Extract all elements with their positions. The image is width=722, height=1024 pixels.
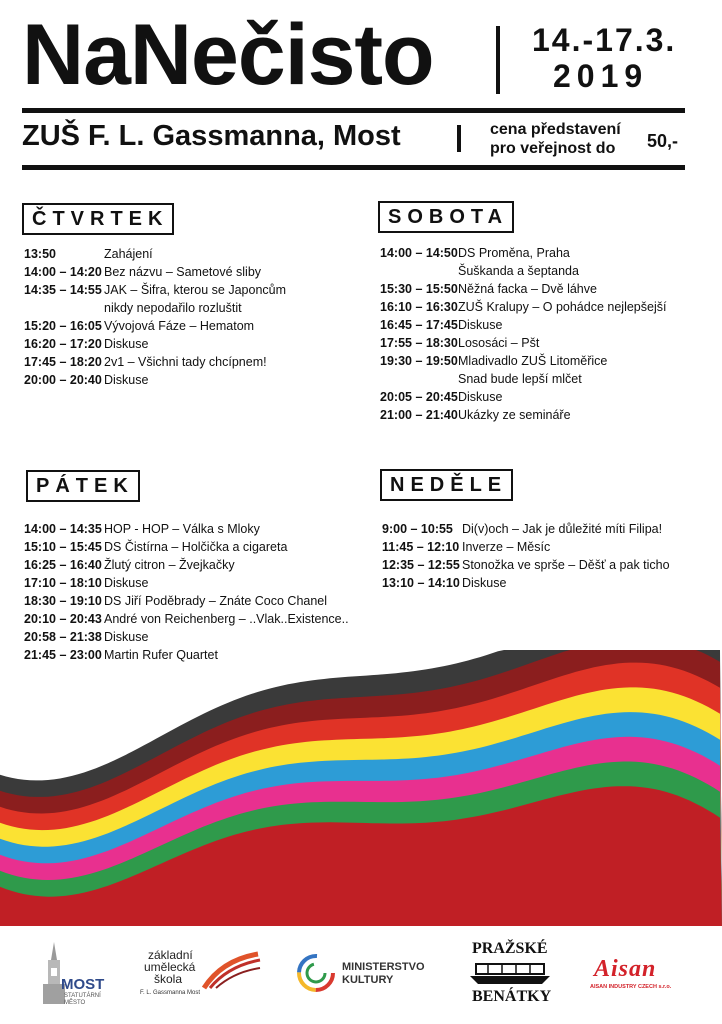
schedule-time: 19:30 – 19:50	[380, 354, 458, 368]
boat-icon	[470, 962, 550, 986]
schedule-title: André von Reichenberg – ..Vlak..Existence..	[104, 612, 349, 626]
schedule-time: 16:20 – 17:20	[24, 337, 102, 351]
zus-logo-line4: F. L. Gassmanna Most	[140, 990, 201, 996]
day-heading-saturday: SOBOTA	[378, 201, 514, 233]
schedule-time: 16:45 – 17:45	[380, 318, 458, 332]
violin-strokes-icon	[202, 950, 262, 990]
schedule-time: 15:10 – 15:45	[24, 540, 102, 554]
schedule-title: Stonožka ve sprše – Děšť a pak ticho	[462, 558, 670, 572]
schedule-item	[380, 262, 666, 280]
schedule-item	[24, 245, 286, 263]
schedule-title: Mladivadlo ZUŠ Litoměřice	[458, 354, 608, 368]
schedule-title: Lososáci – Pšt	[458, 336, 540, 350]
schedule-time: 21:00 – 21:40	[380, 408, 458, 422]
schedule-item	[380, 244, 666, 262]
schedule-title: Ukázky ze semináře	[458, 408, 571, 422]
schedule-time: 9:00 – 10:55	[382, 522, 453, 536]
schedule-title: Diskuse	[104, 576, 149, 590]
schedule-time: 15:30 – 15:50	[380, 282, 458, 296]
schedule-title: ZUŠ Kralupy – O pohádce nejlepšejší	[458, 300, 667, 314]
schedule-item	[24, 335, 286, 353]
price-label-line2: pro veřejnost do	[490, 140, 616, 157]
header-bottom-rule	[22, 165, 685, 170]
schedule-time	[380, 370, 458, 388]
schedule-title: Diskuse	[104, 337, 149, 351]
schedule-title: Diskuse	[458, 390, 503, 404]
schedule-time: 16:25 – 16:40	[24, 558, 102, 572]
schedule-time: 17:10 – 18:10	[24, 576, 102, 590]
venue-name: ZUŠ F. L. Gassmanna, Most	[22, 120, 401, 152]
schedule-item	[382, 520, 670, 538]
schedule-title: Diskuse	[462, 576, 507, 590]
schedule-item	[24, 317, 286, 335]
title-divider	[496, 26, 500, 94]
schedule-title: Bez názvu – Sametové sliby	[104, 265, 262, 279]
schedule-title: DS Proměna, Praha	[458, 246, 570, 260]
benatky-logo-line2: BENÁTKY	[472, 988, 552, 1005]
zus-logo-line3: škola	[154, 972, 183, 986]
schedule-item	[24, 353, 286, 371]
ministry-logo-line2: KULTURY	[342, 974, 394, 986]
ministry-c-icon	[296, 953, 336, 993]
schedule-time	[24, 299, 104, 317]
schedule-time: 16:10 – 16:30	[380, 300, 458, 314]
schedule-title: Martin Rufer Quartet	[104, 648, 218, 662]
schedule-item	[24, 371, 286, 389]
benatky-logo-line1: PRAŽSKÉ	[472, 940, 548, 957]
day-heading-friday: PÁTEK	[26, 470, 140, 502]
schedule-item	[380, 298, 666, 316]
schedule-title: DS Čistírna – Holčička a cigareta	[104, 540, 288, 554]
schedule-time	[380, 262, 458, 280]
schedule-item	[24, 281, 286, 299]
schedule-item	[24, 538, 349, 556]
schedule-time: 15:20 – 16:05	[24, 319, 102, 333]
schedule-title: Di(v)och – Jak je důležité míti Filipa!	[462, 522, 663, 536]
logo-zus	[140, 948, 270, 1008]
schedule-time: 13:10 – 14:10	[382, 576, 460, 590]
poster-title: NaNečisto	[22, 7, 434, 103]
schedule-thursday	[24, 245, 286, 389]
logo-prazske-benatky	[468, 940, 554, 1012]
schedule-time: 20:00 – 20:40	[24, 373, 102, 387]
schedule-item	[24, 574, 349, 592]
aisan-logo-sub: AISAN INDUSTRY CZECH s.r.o.	[590, 984, 672, 990]
schedule-friday	[24, 520, 349, 664]
venue-divider	[457, 125, 461, 152]
zus-logo-line2: umělecká	[144, 960, 196, 974]
schedule-time: 14:35 – 14:55	[24, 283, 102, 297]
ministry-logo-line1: MINISTERSTVO	[342, 961, 425, 973]
festival-dates: 14.-17.3.	[532, 22, 677, 58]
most-logo-name: MOST	[61, 976, 105, 993]
rainbow-wave-graphic	[0, 650, 722, 930]
schedule-title: Diskuse	[458, 318, 503, 332]
schedule-item	[382, 538, 670, 556]
zus-logo-line1: základní	[148, 948, 193, 962]
schedule-time: 14:00 – 14:50	[380, 246, 458, 260]
schedule-title: JAK – Šifra, kterou se Japoncům	[104, 283, 287, 297]
schedule-time: 20:58 – 21:38	[24, 630, 102, 644]
schedule-saturday	[380, 244, 666, 424]
schedule-item	[24, 556, 349, 574]
schedule-time: 20:10 – 20:43	[24, 612, 102, 626]
schedule-item	[380, 334, 666, 352]
wave-bands	[0, 650, 722, 930]
schedule-item	[380, 388, 666, 406]
schedule-title: Snad bude lepší mlčet	[458, 372, 582, 386]
most-logo-sub1: STATUTÁRNÍ	[64, 993, 101, 999]
schedule-time: 11:45 – 12:10	[382, 540, 460, 554]
top-rule	[22, 108, 685, 113]
price-value: 50,-	[647, 131, 679, 151]
schedule-item	[24, 263, 286, 281]
schedule-sunday	[382, 520, 670, 592]
logo-most	[34, 940, 104, 1010]
day-heading-sunday: NEDĚLE	[380, 469, 513, 501]
schedule-time: 13:50	[24, 247, 56, 261]
most-logo-sub2: MĚSTO	[64, 1000, 86, 1006]
festival-year: 2019	[553, 58, 649, 94]
schedule-item	[24, 299, 286, 317]
schedule-item	[380, 316, 666, 334]
price-label-line1: cena představení	[490, 121, 621, 138]
day-heading-thursday: ČTVRTEK	[22, 203, 174, 235]
schedule-item	[382, 574, 670, 592]
schedule-item	[380, 352, 666, 370]
logo-aisan	[590, 956, 710, 996]
schedule-item	[24, 610, 349, 628]
schedule-time: 17:55 – 18:30	[380, 336, 458, 350]
schedule-title: Zahájení	[104, 247, 153, 261]
schedule-item	[24, 520, 349, 538]
schedule-title: 2v1 – Všichni tady chcípnem!	[104, 355, 267, 369]
schedule-title: Inverze – Měsíc	[462, 540, 551, 554]
schedule-item	[382, 556, 670, 574]
schedule-item	[380, 280, 666, 298]
schedule-item	[24, 592, 349, 610]
schedule-time: 14:00 – 14:35	[24, 522, 102, 536]
schedule-time: 12:35 – 12:55	[382, 558, 460, 572]
schedule-title: Diskuse	[104, 373, 149, 387]
schedule-title: DS Jiří Poděbrady – Znáte Coco Chanel	[104, 594, 328, 608]
schedule-time: 18:30 – 19:10	[24, 594, 102, 608]
schedule-item	[380, 406, 666, 424]
schedule-title: Něžná facka – Dvě láhve	[458, 282, 597, 296]
schedule-title: HOP - HOP – Válka s Mloky	[104, 522, 260, 536]
schedule-item	[380, 370, 666, 388]
schedule-time: 17:45 – 18:20	[24, 355, 102, 369]
schedule-time: 14:00 – 14:20	[24, 265, 102, 279]
aisan-logo-name: Aisan	[594, 956, 657, 982]
schedule-title: Šuškanda a šeptanda	[458, 264, 579, 278]
schedule-title: nikdy nepodařilo rozluštit	[104, 301, 242, 315]
schedule-title: Vývojová Fáze – Hematom	[104, 319, 255, 333]
schedule-time: 20:05 – 20:45	[380, 390, 458, 404]
schedule-item	[24, 628, 349, 646]
logo-ministry	[296, 953, 436, 997]
schedule-title: Diskuse	[104, 630, 149, 644]
schedule-time: 21:45 – 23:00	[24, 648, 102, 662]
schedule-title: Žlutý citron – Žvejkačky	[104, 558, 235, 572]
